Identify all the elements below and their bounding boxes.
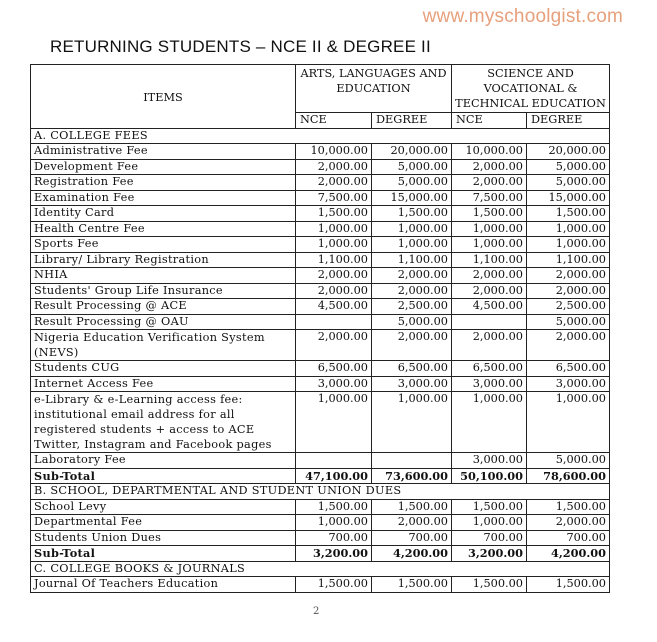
item-label: Health Centre Fee <box>31 221 296 237</box>
science-nce-value: 1,000.00 <box>452 237 527 253</box>
science-nce-value <box>452 314 527 330</box>
science-nce-value: 1,100.00 <box>452 252 527 268</box>
arts-nce-value: 1,100.00 <box>296 252 372 268</box>
science-degree-value: 78,600.00 <box>527 468 610 484</box>
item-label: Result Processing @ ACE <box>31 299 296 315</box>
science-nce-value: 2,000.00 <box>452 159 527 175</box>
arts-degree-value: 1,000.00 <box>372 237 452 253</box>
arts-degree-value: 1,500.00 <box>372 499 452 515</box>
item-label: Library/ Library Registration <box>31 252 296 268</box>
table-row <box>31 453 610 469</box>
item-label: Identity Card <box>31 206 296 222</box>
science-degree-value: 20,000.00 <box>527 144 610 160</box>
arts-nce-value: 1,500.00 <box>296 577 372 593</box>
item-label: Journal Of Teachers Education <box>31 577 296 593</box>
table-row <box>31 515 610 531</box>
science-nce-value: 1,000.00 <box>452 392 527 453</box>
arts-degree-value: 3,000.00 <box>372 376 452 392</box>
arts-nce-value: 3,200.00 <box>296 546 372 562</box>
item-label: Laboratory Fee <box>31 453 296 469</box>
arts-nce-value: 4,500.00 <box>296 299 372 315</box>
table-row <box>31 299 610 315</box>
table-header-row <box>31 65 610 113</box>
item-label: e-Library & e-Learning access fee: institutional email address for all registered students + access to ACE Twitter, Instagram and Facebook pages <box>31 392 296 453</box>
science-degree-value: 15,000.00 <box>527 190 610 206</box>
science-nce-value: 10,000.00 <box>452 144 527 160</box>
arts-nce-value: 1,000.00 <box>296 237 372 253</box>
table-row <box>31 268 610 284</box>
science-nce-value: 2,000.00 <box>452 283 527 299</box>
section-row <box>31 128 610 144</box>
item-label: Development Fee <box>31 159 296 175</box>
arts-degree-value: 2,500.00 <box>372 299 452 315</box>
science-degree-value: 1,500.00 <box>527 206 610 222</box>
fees-table <box>30 64 610 593</box>
table-row <box>31 159 610 175</box>
science-nce-value: 1,500.00 <box>452 577 527 593</box>
science-degree-header: DEGREE <box>527 113 610 129</box>
table-row <box>31 530 610 546</box>
section-heading: A. COLLEGE FEES <box>31 128 610 144</box>
arts-group-header: ARTS, LANGUAGES AND EDUCATION <box>296 65 452 113</box>
table-row <box>31 392 610 453</box>
arts-degree-value: 1,000.00 <box>372 392 452 453</box>
arts-degree-value <box>372 453 452 469</box>
arts-nce-value <box>296 314 372 330</box>
table-row <box>31 237 610 253</box>
science-nce-value: 3,000.00 <box>452 453 527 469</box>
section-heading: C. COLLEGE BOOKS & JOURNALS <box>31 561 610 577</box>
science-nce-value: 7,500.00 <box>452 190 527 206</box>
science-degree-value: 5,000.00 <box>527 175 610 191</box>
science-degree-value: 1,000.00 <box>527 392 610 453</box>
arts-degree-value: 15,000.00 <box>372 190 452 206</box>
arts-nce-value: 1,500.00 <box>296 499 372 515</box>
item-label: Internet Access Fee <box>31 376 296 392</box>
science-nce-value: 3,000.00 <box>452 376 527 392</box>
item-label: Administrative Fee <box>31 144 296 160</box>
arts-nce-value <box>296 453 372 469</box>
item-label: Departmental Fee <box>31 515 296 531</box>
science-degree-value: 1,100.00 <box>527 252 610 268</box>
science-degree-value: 3,000.00 <box>527 376 610 392</box>
science-nce-value: 1,500.00 <box>452 206 527 222</box>
science-degree-value: 1,500.00 <box>527 577 610 593</box>
science-nce-header: NCE <box>452 113 527 129</box>
science-degree-value: 2,000.00 <box>527 268 610 284</box>
arts-degree-value: 2,000.00 <box>372 283 452 299</box>
page-title: RETURNING STUDENTS – NCE II & DEGREE II <box>50 37 431 56</box>
table-row <box>31 376 610 392</box>
arts-degree-value: 2,000.00 <box>372 268 452 284</box>
science-nce-value: 1,000.00 <box>452 515 527 531</box>
table-row <box>31 175 610 191</box>
arts-degree-value: 20,000.00 <box>372 144 452 160</box>
science-degree-value: 5,000.00 <box>527 314 610 330</box>
arts-nce-value: 1,500.00 <box>296 206 372 222</box>
arts-degree-value: 1,500.00 <box>372 206 452 222</box>
table-row <box>31 361 610 377</box>
science-nce-value: 1,500.00 <box>452 499 527 515</box>
table-row <box>31 577 610 593</box>
science-degree-value: 5,000.00 <box>527 453 610 469</box>
arts-nce-value: 1,000.00 <box>296 221 372 237</box>
arts-nce-value: 2,000.00 <box>296 268 372 284</box>
science-degree-value: 2,000.00 <box>527 283 610 299</box>
arts-degree-header: DEGREE <box>372 113 452 129</box>
item-label: School Levy <box>31 499 296 515</box>
fees-table-body <box>31 128 610 592</box>
science-degree-value: 6,500.00 <box>527 361 610 377</box>
page-number: 2 <box>313 606 320 617</box>
items-column-header: ITEMS <box>31 65 296 129</box>
arts-nce-header: NCE <box>296 113 372 129</box>
science-nce-value: 6,500.00 <box>452 361 527 377</box>
arts-nce-value: 700.00 <box>296 530 372 546</box>
science-nce-value: 2,000.00 <box>452 175 527 191</box>
table-row <box>31 190 610 206</box>
arts-nce-value: 2,000.00 <box>296 330 372 361</box>
science-nce-value: 50,100.00 <box>452 468 527 484</box>
subtotal-label: Sub-Total <box>31 468 296 484</box>
science-nce-value: 700.00 <box>452 530 527 546</box>
arts-nce-value: 7,500.00 <box>296 190 372 206</box>
table-row <box>31 283 610 299</box>
science-nce-value: 1,000.00 <box>452 221 527 237</box>
subtotal-label: Sub-Total <box>31 546 296 562</box>
arts-degree-value: 5,000.00 <box>372 314 452 330</box>
table-row <box>31 314 610 330</box>
arts-degree-value: 6,500.00 <box>372 361 452 377</box>
item-label: Examination Fee <box>31 190 296 206</box>
science-group-header: SCIENCE AND VOCATIONAL & TECHNICAL EDUCATION <box>452 65 610 113</box>
arts-degree-value: 73,600.00 <box>372 468 452 484</box>
arts-degree-value: 1,500.00 <box>372 577 452 593</box>
subtotal-row <box>31 546 610 562</box>
science-degree-value: 2,000.00 <box>527 330 610 361</box>
table-row <box>31 330 610 361</box>
arts-nce-value: 47,100.00 <box>296 468 372 484</box>
science-degree-value: 2,500.00 <box>527 299 610 315</box>
arts-degree-value: 5,000.00 <box>372 159 452 175</box>
science-degree-value: 700.00 <box>527 530 610 546</box>
arts-nce-value: 1,000.00 <box>296 392 372 453</box>
science-nce-value: 4,500.00 <box>452 299 527 315</box>
arts-nce-value: 10,000.00 <box>296 144 372 160</box>
arts-nce-value: 2,000.00 <box>296 283 372 299</box>
arts-nce-value: 2,000.00 <box>296 175 372 191</box>
table-row <box>31 499 610 515</box>
arts-degree-value: 700.00 <box>372 530 452 546</box>
arts-nce-value: 6,500.00 <box>296 361 372 377</box>
science-nce-value: 2,000.00 <box>452 268 527 284</box>
arts-degree-value: 2,000.00 <box>372 515 452 531</box>
table-row <box>31 221 610 237</box>
arts-nce-value: 2,000.00 <box>296 159 372 175</box>
table-row <box>31 144 610 160</box>
science-degree-value: 2,000.00 <box>527 515 610 531</box>
item-label: Sports Fee <box>31 237 296 253</box>
arts-degree-value: 5,000.00 <box>372 175 452 191</box>
arts-degree-value: 1,100.00 <box>372 252 452 268</box>
arts-degree-value: 4,200.00 <box>372 546 452 562</box>
item-label: Students' Group Life Insurance <box>31 283 296 299</box>
arts-nce-value: 1,000.00 <box>296 515 372 531</box>
section-row <box>31 484 610 500</box>
science-degree-value: 1,000.00 <box>527 237 610 253</box>
science-degree-value: 1,500.00 <box>527 499 610 515</box>
arts-nce-value: 3,000.00 <box>296 376 372 392</box>
item-label: Students Union Dues <box>31 530 296 546</box>
science-degree-value: 1,000.00 <box>527 221 610 237</box>
table-row <box>31 206 610 222</box>
table-row <box>31 252 610 268</box>
item-label: Nigeria Education Verification System (NEVS) <box>31 330 296 361</box>
item-label: Result Processing @ OAU <box>31 314 296 330</box>
section-row <box>31 561 610 577</box>
item-label: Students CUG <box>31 361 296 377</box>
science-nce-value: 2,000.00 <box>452 330 527 361</box>
site-watermark: www.myschoolgist.com <box>422 6 623 27</box>
subtotal-row <box>31 468 610 484</box>
section-heading: B. SCHOOL, DEPARTMENTAL AND STUDENT UNION DUES <box>31 484 610 500</box>
item-label: Registration Fee <box>31 175 296 191</box>
science-degree-value: 5,000.00 <box>527 159 610 175</box>
science-nce-value: 3,200.00 <box>452 546 527 562</box>
science-degree-value: 4,200.00 <box>527 546 610 562</box>
item-label: NHIA <box>31 268 296 284</box>
arts-degree-value: 1,000.00 <box>372 221 452 237</box>
arts-degree-value: 2,000.00 <box>372 330 452 361</box>
